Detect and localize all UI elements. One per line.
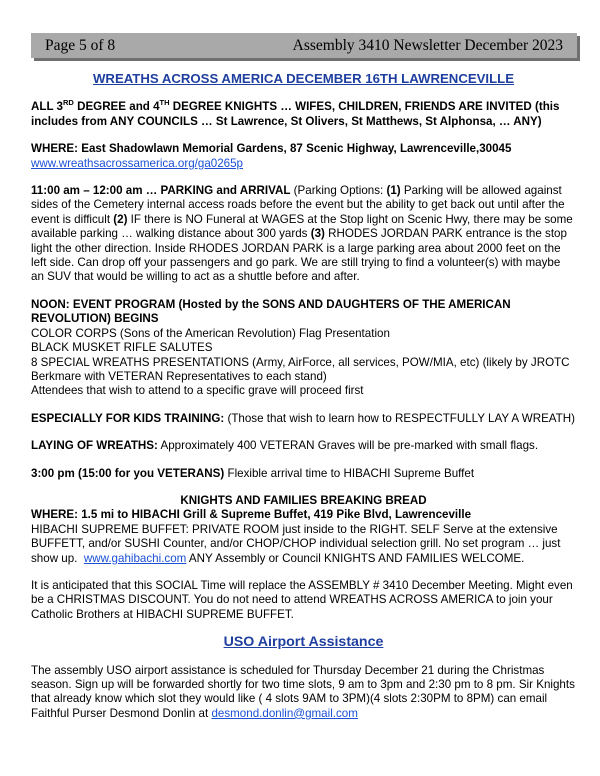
page-header — [31, 33, 577, 58]
hibachi-link[interactable]: www.gahibachi.com — [83, 551, 187, 565]
kids-paragraph: ESPECIALLY FOR KIDS TRAINING: (Those that wish to learn how to RESPECTFULLY LAY A WREATH) — [31, 411, 575, 425]
program-paragraph: NOON: EVENT PROGRAM (Hosted by the SONS AND DAUGHTERS OF THE AMERICAN REVOLUTION) BEGINS COLOR CORPS (Sons of the American Revolution) Flag Presentation BLACK MUSKET RIFLE SALUTES 8 SPECIAL WREATHS PRESENTATIONS (Army, AirForce, all services, POW/MIA, etc) (likely by JROTC Berkmare with VETERAN Representatives to each stand) Attendees that wish to attend to a specific grave will proceed first — [31, 297, 570, 398]
laying-paragraph: LAYING OF WREATHS: Approximately 400 VETERAN Graves will be pre-marked with small flags. — [31, 439, 539, 453]
page-number: Page 5 of 8 — [45, 36, 116, 54]
uso-title: USO Airport Assistance — [223, 634, 384, 651]
cemetery-address: WHERE: East Shadowlawn Memorial Gardens, 87 Scenic Highway, Lawrenceville,30045 — [31, 142, 512, 156]
breaking-bread-paragraph: KNIGHTS AND FAMILIES BREAKING BREAD WHERE: 1.5 mi to HIBACHI Grill & Supreme Buffet, 419 Pike Blvd, Lawrenceville HIBACHI SUPREME BUFFET: PRIVATE ROOM just inside to the RIGHT. SELF Serve at the extensive BUFFETT, and/or SUSHI Counter, and/or CHOP/CHOP individual selection grill. No set program … just show up. www.gahibachi.com ANY Assembly or Council KNIGHTS AND FAMILIES WELCOME. — [31, 494, 576, 566]
buffet-address: WHERE: 1.5 mi to HIBACHI Grill & Supreme Buffet, 419 Pike Blvd, Lawrenceville — [31, 508, 472, 522]
buffet-time-paragraph: 3:00 pm (15:00 for you VETERANS) Flexible arrival time to HIBACHI Supreme Buffet — [31, 466, 475, 480]
newsletter-title: Assembly 3410 Newsletter December 2023 — [292, 36, 563, 54]
email-link[interactable]: desmond.donlin@gmail.com — [211, 706, 358, 720]
wreaths-link[interactable]: www.wreathsacrossamerica.org/ga0265p — [31, 156, 244, 170]
invite-paragraph: ALL 3RD DEGREE and 4TH DEGREE KNIGHTS … WIFES, CHILDREN, FRIENDS ARE INVITED (this includes from ANY COUNCILS … St Lawrence, St Olivers, St Matthews, St Alphonsa, … ANY) — [31, 98, 560, 128]
program-heading: NOON: EVENT PROGRAM (Hosted by the SONS AND DAUGHTERS OF THE AMERICAN REVOLUTION) BEGINS — [31, 297, 511, 326]
uso-paragraph: The assembly USO airport assistance is scheduled for Thursday December 21 during the Christmas season. Sign up will be forwarded shortly for two time slots, 9 am to 3pm and 2:30 pm to 8 pm. Sir Knights that already know which slot they would like ( 4 slots 9AM to 3PM)(4 slots 2:30PM to 8PM) can email Faithful Purser Desmond Donlin at desmond.donlin@gmail.com — [31, 663, 575, 720]
breaking-bread-heading: KNIGHTS AND FAMILIES BREAKING BREAD — [180, 493, 427, 507]
arrival-paragraph: 11:00 am – 12:00 am … PARKING and ARRIVAL (Parking Options: (1) Parking will be allowed against sides of the Cemetery internal access roads before the event but the ability to get back out until after the event is difficult (2) IF there is NO Funeral at WAGES at the Stop light on Scenic Hwy, there may be some available parking … walking distance about 300 yards (3) RHODES JORDAN PARK entrance is the stop light the other direction. Inside RHODES JORDAN PARK is a large parking area about 2000 feet on the left side. Can drop off your passengers and go park. We are still trying to find a volunteer(s) with maybe an SUV that would be willing to act as a shuttle before and after. — [31, 184, 573, 284]
where-paragraph — [31, 142, 576, 171]
wreaths-title: WREATHS ACROSS AMERICA DECEMBER 16TH LAWRENCEVILLE — [92, 71, 515, 86]
social-paragraph: It is anticipated that this SOCIAL Time will replace the ASSEMBLY # 3410 December Meeting. Might even be a CHRISTMAS DISCOUNT. You do not need to attend WREATHS ACROSS AMERICA to join your Catholic Brothers at HIBACHI SUPREME BUFFET. — [31, 578, 573, 621]
page-content — [31, 72, 576, 734]
